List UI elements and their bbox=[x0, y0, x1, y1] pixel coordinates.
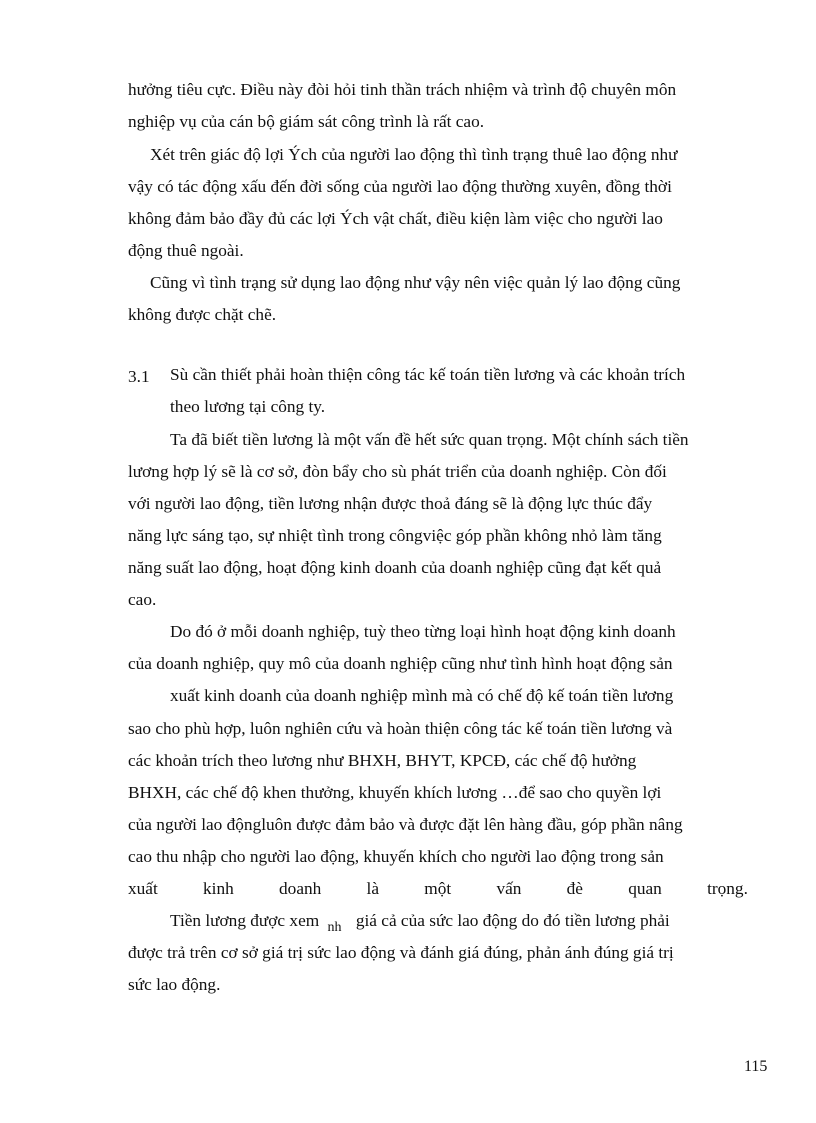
text-line: Ta đã biết tiền lương là một vấn đề hết sức quan trọng. Một chính sách tiền bbox=[170, 430, 689, 449]
section-heading: Sù cần thiết phải hoàn thiện công tác kế toán tiền lương và các khoản trích bbox=[170, 365, 686, 384]
section-heading: theo lương tại công ty. bbox=[170, 397, 326, 416]
text-fragment: Tiền lương được xem bbox=[170, 911, 320, 930]
text-line bbox=[170, 911, 670, 935]
text-line: lương hợp lý sẽ là cơ sở, đòn bẩy cho sù phát triển của doanh nghiệp. Còn đối bbox=[128, 462, 667, 481]
text-line: nghiệp vụ của cán bộ giám sát công trình là rất cao. bbox=[128, 112, 485, 131]
text-line: Cũng vì tình trạng sử dụng lao động như vậy nên việc quản lý lao động cũng bbox=[150, 273, 681, 292]
page-number: 115 bbox=[744, 1058, 768, 1075]
text-line: Do đó ở mỗi doanh nghiệp, tuỳ theo từng loại hình hoạt động kinh doanh bbox=[170, 622, 676, 641]
word: xuất bbox=[128, 879, 158, 898]
text-line bbox=[128, 81, 748, 98]
text-fragment-small: nh bbox=[327, 920, 342, 935]
text-line: năng lực sáng tạo, sự nhiệt tình trong côngviệc góp phần không nhỏ làm tăng bbox=[128, 526, 662, 545]
text-line: động thuê ngoài. bbox=[128, 241, 244, 260]
word: quan bbox=[628, 879, 662, 898]
text-line: sao cho phù hợp, luôn nghiên cứu và hoàn thiện công tác kế toán tiền lương và bbox=[128, 719, 673, 738]
text-line: BHXH, các chế độ khen thưởng, khuyến khích lương …để sao cho quyền lợi bbox=[128, 783, 662, 802]
text-line: với người lao động, tiền lương nhận được thoả đáng sẽ là động lực thúc đẩy bbox=[128, 494, 653, 513]
text-line: không được chặt chẽ. bbox=[128, 305, 277, 324]
word: doanh bbox=[279, 879, 322, 898]
word: là bbox=[366, 879, 380, 898]
text-line: không đảm bảo đầy đủ các lợi Ých vật chất, điều kiện làm việc cho người lao bbox=[128, 209, 663, 228]
text-line: vậy có tác động xấu đến đời sống của người lao động thường xuyên, đồng thời bbox=[128, 177, 672, 196]
text-line: các khoản trích theo lương như BHXH, BHYT, KPCĐ, các chế độ hưởng bbox=[128, 751, 637, 770]
word: đè bbox=[566, 879, 583, 898]
word: vấn bbox=[496, 879, 522, 898]
text-line: sức lao động. bbox=[128, 975, 221, 994]
text-line-content: hưởng tiêu cực. Điều này đòi hỏi tinh thần trách nhiệm và trình độ chuyên môn bbox=[128, 80, 677, 99]
text-line: cao. bbox=[128, 590, 157, 609]
text-line: cao thu nhập cho người lao động, khuyến khích cho người lao động trong sản bbox=[128, 847, 664, 866]
word: một bbox=[424, 879, 452, 898]
text-line: của doanh nghiệp, quy mô của doanh nghiệp cũng như tình hình hoạt động sản bbox=[128, 654, 673, 673]
text-line: được trả trên cơ sở giá trị sức lao động và đánh giá đúng, phản ánh đúng giá trị bbox=[128, 943, 674, 962]
word: trọng. bbox=[707, 879, 748, 898]
justified-line bbox=[128, 880, 748, 897]
text-line: Xét trên giác độ lợi Ých của người lao động thì tình trạng thuê lao động như bbox=[150, 145, 678, 164]
word: kinh bbox=[203, 879, 234, 898]
text-line: xuất kinh doanh của doanh nghiệp mình mà có chế độ kế toán tiền lương bbox=[170, 686, 674, 705]
section-number: 3.1 bbox=[128, 367, 150, 386]
text-line: năng suất lao động, hoạt động kinh doanh của doanh nghiệp cũng đạt kết quả bbox=[128, 558, 662, 577]
text-fragment: giá cả của sức lao động do đó tiền lương phải bbox=[355, 911, 670, 930]
text-line: của người lao độngluôn được đảm bảo và được đặt lên hàng đầu, góp phần nâng bbox=[128, 815, 683, 834]
